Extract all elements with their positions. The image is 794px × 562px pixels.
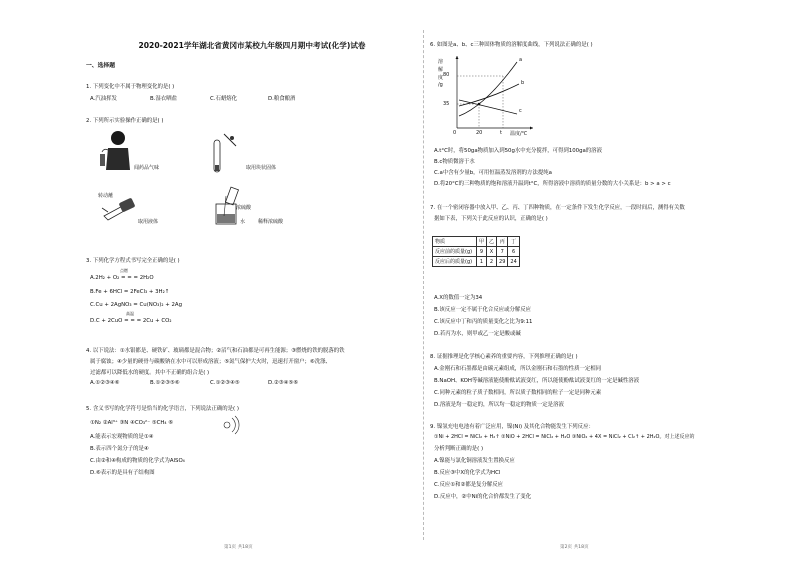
q3-option-a: A.2H₂ + O₂ = = = 2H₂O [90,275,154,281]
q5-option-a: A.能表示宏观物质的是①④ [90,434,154,440]
q9-option-b: B.反应③中X的化学式为HCl [434,470,501,476]
q4-line-2: 属于腐蚀；④少量的硬骨与碳酸钠在水中可以形成溶液；⑤氮气保护大火时，迅速打开窗户；⑥洗涤、 [90,359,331,365]
q7-data-table [432,236,520,267]
q6-yaxis-3: 度 [438,75,444,81]
q6-option-b: B.c物质微溶于水 [434,159,475,165]
q2-caption-b: 取用块状固体 [246,165,277,171]
q6-curve-label-c: c [519,108,522,114]
table-cell: X [487,247,497,257]
q3-option-d: D.C + 2CuO = = = 2Cu + CO₂ [90,318,172,324]
table-header-row [433,237,520,247]
q3-option-b: B.Fe + 6HCl = 2FeCl₃ + 3H₂↑ [90,289,170,295]
q1-stem: 1. 下列变化中不属于物理变化的是( ) [86,84,175,90]
table-cell: 反应后的质量(g) [433,257,477,267]
smell-experiment-figure [96,128,136,172]
q6-xtick-0: 0 [453,130,457,136]
table-cell: 24 [508,257,519,267]
table-header-cell: 物质 [433,237,477,247]
table-header-cell: 丙 [497,237,508,247]
table-cell: 7 [497,247,508,257]
q9-option-d: D.反应中，②中Ni的化合价都发生了变化 [434,494,532,500]
table-header-cell: 丁 [508,237,519,247]
table-row [433,257,520,267]
q6-xtick-t: t [500,130,502,136]
q6-option-d: D.将20°C的三种物质的饱和溶液升温到t°C，所得溶液中溶质的质量分数的大小关系是：b > a > c [434,181,671,187]
table-cell: 反应前的质量(g) [433,247,477,257]
q2-label-stopper: 转动蘸 [98,193,114,199]
q6-stem: 6. 如图是a、b、c三种固体物质的溶解度曲线，下列说法正确的是( ) [430,42,593,48]
q2-caption-c: 取用液体 [138,219,159,225]
q4-line-3: 过滤都可以降低水的硬度。其中不正确的组合是( ) [90,370,210,376]
table-header-cell: 甲 [477,237,487,247]
q7-line-1: 7. 在一个密闭容器中放入甲、乙、丙、丁四种物质，在一定条件下发生化学反应，一段时间后，测得有关数 [430,205,685,211]
table-cell: 2 [487,257,497,267]
q8-stem: 8. 证据推理是化学核心素养的重要内容，下列推理正确的是( ) [430,354,578,360]
q6-ytick-35: 35 [443,101,450,107]
q6-option-c: C.a中含有少量b，可用恒温蒸发溶剂的方法提纯a [434,170,552,176]
section-heading: 一、选择题 [86,63,115,69]
q9-option-c: C.反应①和②都是复分解反应 [434,482,504,488]
q2-label-acid: 浓硫酸 [236,205,252,211]
table-header-cell: 乙 [487,237,497,247]
q5-option-c: C.由②和④构成的物质的化学式为AlSO₄ [90,458,185,464]
q3-condition-a: 点燃 [120,268,128,273]
q2-caption-d: 稀释浓硫酸 [258,219,284,225]
q4-option-d: D.②③④⑤⑥ [268,380,299,386]
q7-line-2: 据如下表，下列关于此反应的认识，正确的是( ) [434,216,548,222]
q6-xaxis-label: 温度/℃ [510,131,528,137]
q8-option-c: C.同种元素的粒子质子数相同，所以质子数相同的粒子一定是同种元素 [434,390,602,396]
q5-option-d: D.⑥表示的是具有子结构图 [90,470,155,476]
table-row [433,247,520,257]
q3-stem: 3. 下列化学方程式书写完全正确的是( ) [86,258,180,264]
q6-xtick-20: 20 [476,130,483,136]
column-divider [423,30,424,540]
test-tube-solid-figure [210,132,240,174]
q2-label-water: 水 [240,219,246,225]
q1-option-a: A.汽油挥发 [90,96,117,102]
q7-option-b: B.该反应一定不属于化合反应或分解反应 [434,307,532,313]
q7-option-c: C.该反应中丁和丙的质量变化之比为9:11 [434,319,533,325]
page-number-left: 第1页 共18页 [224,545,253,550]
q6-curve-label-a: a [519,57,523,63]
q4-line-1: 4. 以下说法：①水银都是、硬铁矿、玻璃都是混合物；②沼气和石油都是可再生能源；③燃烧的铁的脱落的铁 [86,348,345,354]
atom-structure-icon [216,414,238,436]
page-title: 2020-2021学年湖北省黄冈市某校九年级四月期中考试(化学)试卷 [138,41,366,50]
q6-yaxis-2: 解 [438,67,444,73]
q8-option-d: D.溶液是均一稳定的，所以均一稳定的物质一定是溶液 [434,402,564,408]
q9-option-a: A.镍能与氯化铜溶液发生置换反应 [434,458,515,464]
q6-ytick-80: 80 [443,72,450,78]
q4-option-b: B.①②③⑤⑥ [150,380,180,386]
q7-option-a: A.X的数值一定为34 [434,295,483,301]
q1-option-d: D.粮食酿酒 [268,96,296,102]
q5-option-b: B.表示四个氮分子的是④ [90,446,149,452]
table-cell: 9 [477,247,487,257]
q8-option-b: B.NaOH、KOH等碱溶液能使酚酞试液变红，所以能使酚酞试液变红的一定是碱性溶液 [434,378,640,384]
q9-line-2: ①Ni + 2HCl = NiCl₂ + H₂↑ ②NiO + 2HCl = NiCl₂ + H₂O ③NiO₂ + 4X = NiCl₂ + Cl₂↑ + 2H₂O。对上述反应的 [434,434,695,440]
q3-option-c: C.Cu + 2AgNO₃ = Cu(NO₃)₂ + 2Ag [90,302,182,308]
pour-liquid-figure [100,196,140,222]
q1-option-c: C.石蜡熔化 [210,96,238,102]
q6-yaxis-1: 溶 [438,59,444,65]
table-cell: 1 [477,257,487,267]
q6-yaxis-4: /g [438,82,443,88]
q5-stem: 5. 含义书写的化学符号是恰当的化学语言，下列说法正确的是( ) [86,406,239,412]
q2-caption-a: 闻药品气味 [134,165,160,171]
q9-line-3: 分析判断正确的是( ) [434,446,484,452]
q9-line-1: 9. 镍氢充电电池有着广泛应用，镍(Ni) 及其化合物能发生下列反应： [430,424,594,430]
page-number-right: 第2页 共18页 [560,545,589,550]
q5-formula: ①N₂ ②Al³⁺ ③N ④CO₃²⁻ ⑤CH₄ ⑥ [90,420,174,426]
q6-curve-label-b: b [521,80,525,86]
table-cell: 29 [497,257,508,267]
q2-stem: 2. 下列所示实验操作正确的是( ) [86,118,164,124]
q7-option-d: D.若丙为水，则甲或乙一定是酸或碱 [434,331,521,337]
q4-option-c: C.①②③④⑤ [210,380,240,386]
q3-condition-d: 高温 [126,311,134,316]
solubility-curve-chart [455,54,535,130]
q8-option-a: A.金刚石和石墨都是由碳元素组成，所以金刚石和石墨的性质一定相同 [434,366,602,372]
q6-option-a: A.t°C时，将50ga物质加入到50g水中充分搅拌，可得到100ga的溶液 [434,148,602,154]
table-cell: 6 [508,247,519,257]
q4-option-a: A.①②③④⑥ [90,380,120,386]
q1-option-b: B.湿衣晒盐 [150,96,177,102]
